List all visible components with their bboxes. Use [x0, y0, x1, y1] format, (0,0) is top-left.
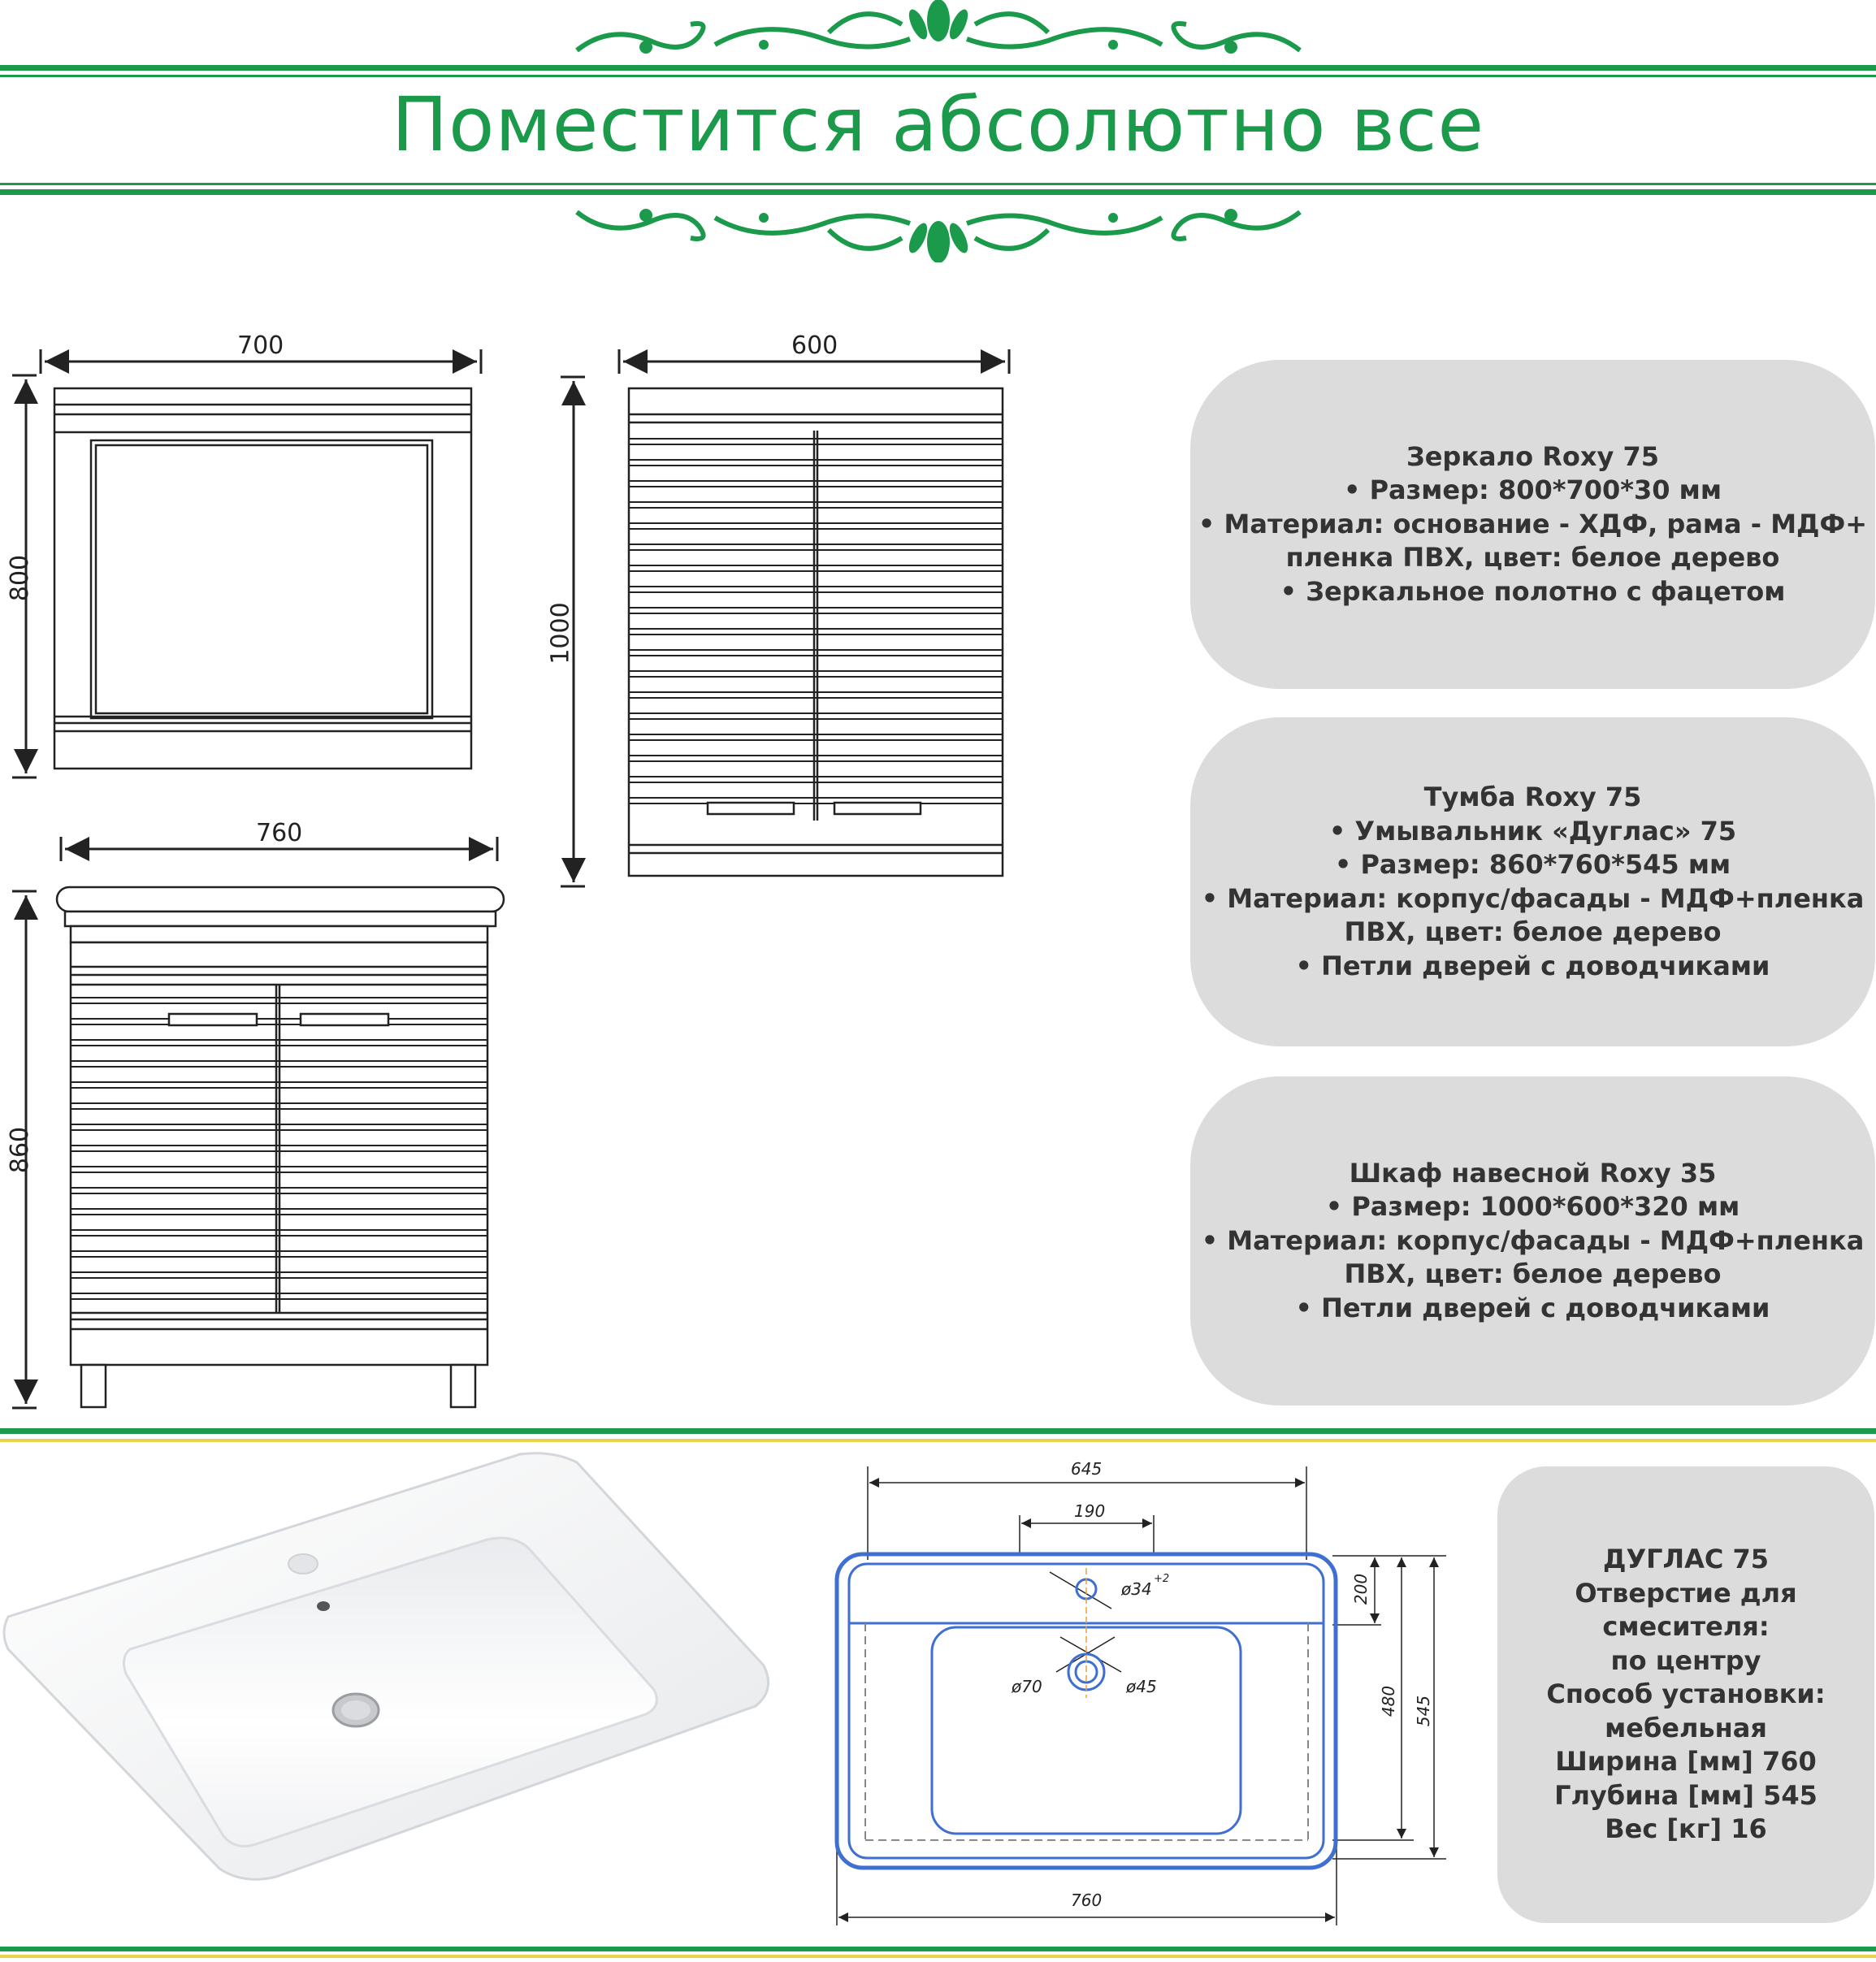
- basin-dim-d45: ø45: [1126, 1677, 1157, 1696]
- basin-info-line: ДУГЛАС 75: [1602, 1544, 1770, 1575]
- basin-dim-200: 200: [1351, 1573, 1371, 1605]
- section-divider-thick: [0, 1428, 1876, 1434]
- basin-dim-545: 545: [1414, 1695, 1434, 1727]
- header-line-top-thin: [0, 75, 1876, 77]
- vanity-info-line: • Материал: корпус/фасады - МДФ+пленка: [1201, 882, 1865, 914]
- cabinet-info-line: • Материал: корпус/фасады - МДФ+пленка: [1201, 1224, 1865, 1256]
- basin-dim-190: 190: [1074, 1501, 1106, 1521]
- mirror-width-label: 700: [237, 331, 284, 360]
- basin-info-panel: [1497, 1466, 1874, 1923]
- vanity-info-panel: [1190, 717, 1875, 1046]
- mirror-info-panel: [1190, 360, 1875, 689]
- vanity-width-label: 760: [256, 819, 303, 847]
- basin-info-line: по центру: [1610, 1644, 1761, 1676]
- mirror-info-line: пленка ПВХ, цвет: белое дерево: [1285, 542, 1780, 574]
- header-ornament-bottom: [561, 199, 1316, 262]
- header-line-top-thick: [0, 65, 1876, 71]
- footer-line-accent: [0, 1955, 1876, 1958]
- mirror-info-line: • Материал: основание - ХДФ, рама - МДФ+: [1198, 508, 1868, 539]
- cabinet-info-line: • Петли дверей с доводчиками: [1295, 1292, 1770, 1323]
- basin-info-line: Отверстие для: [1575, 1577, 1797, 1609]
- basin-dim-hole34: ø34: [1121, 1579, 1152, 1599]
- footer-line-thick: [0, 1947, 1876, 1951]
- vanity-info-line: • Петли дверей с доводчиками: [1295, 950, 1770, 981]
- furniture-drawings: [0, 325, 1056, 1430]
- mirror-info-line: • Размер: 800*700*30 мм: [1344, 474, 1722, 506]
- cabinet-height-label: 1000: [546, 602, 575, 665]
- vanity-info-line: • Умывальник «Дуглас» 75: [1328, 815, 1737, 847]
- basin-info-line: Глубина [мм] 545: [1554, 1779, 1818, 1811]
- basin-dim-645: 645: [1071, 1459, 1103, 1479]
- cabinet-info-panel: [1190, 1076, 1875, 1405]
- vanity-basin-top: [57, 887, 504, 912]
- vanity-info-line: ПВХ, цвет: белое дерево: [1344, 916, 1722, 947]
- basin-info-line: Способ установки:: [1546, 1678, 1826, 1710]
- vanity-info-line: • Размер: 860*760*545 мм: [1334, 849, 1731, 880]
- mirror-info-line: Зеркало Roxy 75: [1406, 440, 1659, 472]
- basin-dim-760: 760: [1071, 1891, 1103, 1910]
- basin-dim-480: 480: [1379, 1685, 1399, 1717]
- header-ornament-top: [561, 0, 1316, 63]
- cabinet-info-line: ПВХ, цвет: белое дерево: [1344, 1258, 1722, 1290]
- cabinet-width-label: 600: [791, 331, 838, 360]
- vanity-height-label: 860: [6, 1126, 35, 1174]
- vanity-info-line: Тумба Roxy 75: [1423, 782, 1642, 812]
- basin-photo: [0, 1446, 780, 1885]
- basin-dim-d70: ø70: [1012, 1677, 1042, 1696]
- section-divider-accent: [0, 1439, 1876, 1442]
- basin-info-line: Ширина [мм] 760: [1555, 1746, 1817, 1778]
- page-title: Поместится абсолютно все: [391, 81, 1485, 168]
- mirror-info-line: • Зеркальное полотно с фацетом: [1280, 575, 1786, 607]
- header-line-bottom-thick: [0, 189, 1876, 195]
- cabinet-info-line: • Размер: 1000*600*320 мм: [1325, 1191, 1740, 1223]
- header-line-bottom-thin: [0, 183, 1876, 185]
- basin-info-line: смесителя:: [1602, 1611, 1770, 1643]
- basin-dim-hole34-tolerance: +2: [1154, 1573, 1170, 1585]
- cabinet-info-line: Шкаф навесной Roxy 35: [1349, 1157, 1717, 1189]
- mirror-height-label: 800: [6, 554, 35, 602]
- basin-info-line: Вес [кг] 16: [1605, 1813, 1767, 1845]
- basin-info-line: мебельная: [1605, 1712, 1767, 1743]
